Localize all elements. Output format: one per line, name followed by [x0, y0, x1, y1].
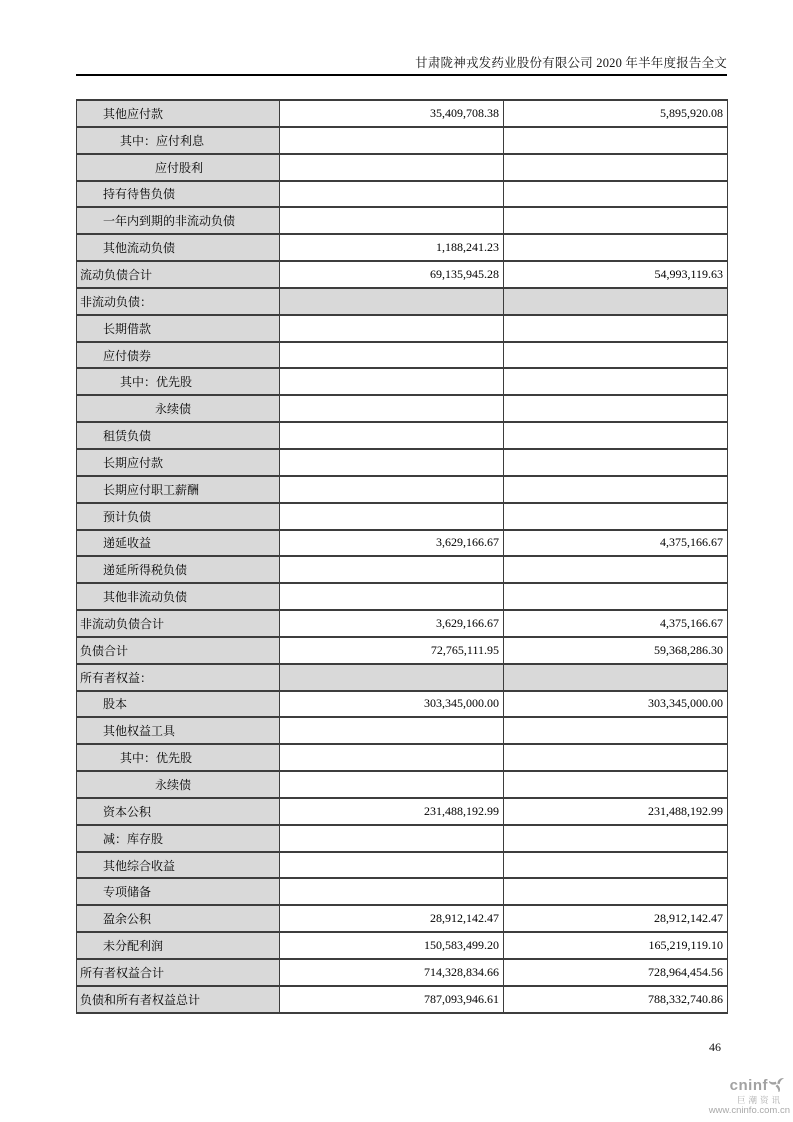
value-prior-period	[504, 878, 728, 905]
row-label: 应付债券	[77, 342, 280, 369]
value-current-period: 35,409,708.38	[280, 100, 504, 127]
value-prior-period: 303,345,000.00	[504, 691, 728, 718]
report-header-title	[76, 53, 727, 71]
value-prior-period	[504, 852, 728, 879]
row-label: 盈余公积	[77, 905, 280, 932]
row-label: 所有者权益合计	[77, 959, 280, 986]
row-label: 所有者权益：	[77, 664, 280, 691]
value-prior-period: 28,912,142.47	[504, 905, 728, 932]
value-current-period	[280, 717, 504, 744]
value-prior-period	[504, 664, 728, 691]
row-label: 应付股利	[77, 154, 280, 181]
row-label: 长期借款	[77, 315, 280, 342]
value-prior-period	[504, 181, 728, 208]
row-label: 长期应付职工薪酬	[77, 476, 280, 503]
value-current-period	[280, 315, 504, 342]
table-row	[77, 395, 728, 422]
table-row	[77, 771, 728, 798]
row-label: 其他流动负债	[77, 234, 280, 261]
table-row	[77, 476, 728, 503]
value-prior-period	[504, 825, 728, 852]
value-prior-period	[504, 342, 728, 369]
value-prior-period	[504, 288, 728, 315]
value-prior-period: 4,375,166.67	[504, 610, 728, 637]
value-prior-period: 59,368,286.30	[504, 637, 728, 664]
cninfo-brand-text: cninf	[729, 1077, 768, 1095]
value-current-period	[280, 154, 504, 181]
value-prior-period	[504, 234, 728, 261]
table-row	[77, 905, 728, 932]
value-prior-period	[504, 771, 728, 798]
value-current-period: 787,093,946.61	[280, 986, 504, 1013]
row-label: 永续债	[77, 395, 280, 422]
row-label: 递延所得税负债	[77, 556, 280, 583]
value-current-period	[280, 583, 504, 610]
row-label: 持有待售负债	[77, 181, 280, 208]
value-current-period	[280, 207, 504, 234]
table-row	[77, 798, 728, 825]
row-label: 专项储备	[77, 878, 280, 905]
table-row	[77, 100, 728, 127]
cninfo-logo	[680, 1076, 790, 1116]
value-prior-period	[504, 717, 728, 744]
value-prior-period	[504, 395, 728, 422]
table-row	[77, 878, 728, 905]
value-prior-period: 788,332,740.86	[504, 986, 728, 1013]
table-row	[77, 342, 728, 369]
table-row	[77, 717, 728, 744]
value-current-period	[280, 771, 504, 798]
cninfo-url: www.cninfo.com.cn	[708, 1104, 790, 1116]
row-label: 负债合计	[77, 637, 280, 664]
row-label: 非流动负债：	[77, 288, 280, 315]
value-prior-period	[504, 422, 728, 449]
table-row	[77, 315, 728, 342]
table-row	[77, 556, 728, 583]
value-current-period	[280, 181, 504, 208]
value-prior-period	[504, 127, 728, 154]
table-row	[77, 825, 728, 852]
row-label: 其中：优先股	[77, 744, 280, 771]
table-row	[77, 503, 728, 530]
value-prior-period	[504, 154, 728, 181]
table-row	[77, 368, 728, 395]
value-current-period	[280, 744, 504, 771]
row-label: 预计负债	[77, 503, 280, 530]
table-row	[77, 261, 728, 288]
row-label: 其他应付款	[77, 100, 280, 127]
row-label: 永续债	[77, 771, 280, 798]
row-label: 租赁负债	[77, 422, 280, 449]
value-prior-period: 165,219,119.10	[504, 932, 728, 959]
page-number: 46	[709, 1040, 721, 1054]
value-current-period: 69,135,945.28	[280, 261, 504, 288]
table-row	[77, 744, 728, 771]
value-current-period: 231,488,192.99	[280, 798, 504, 825]
row-label: 其中：优先股	[77, 368, 280, 395]
value-current-period	[280, 852, 504, 879]
table-row	[77, 637, 728, 664]
row-label: 递延收益	[77, 530, 280, 557]
table-row	[77, 181, 728, 208]
row-label: 其他综合收益	[77, 852, 280, 879]
value-current-period	[280, 422, 504, 449]
table-row	[77, 530, 728, 557]
table-row	[77, 288, 728, 315]
table-row	[77, 932, 728, 959]
cninfo-chinese-name: 巨潮资讯	[736, 1094, 783, 1105]
value-current-period: 3,629,166.67	[280, 530, 504, 557]
row-label: 股本	[77, 691, 280, 718]
table-row	[77, 959, 728, 986]
table-row	[77, 664, 728, 691]
value-current-period	[280, 556, 504, 583]
value-current-period: 303,345,000.00	[280, 691, 504, 718]
value-prior-period	[504, 556, 728, 583]
value-current-period	[280, 127, 504, 154]
value-current-period	[280, 342, 504, 369]
value-prior-period	[504, 449, 728, 476]
row-label: 减：库存股	[77, 825, 280, 852]
value-prior-period	[504, 583, 728, 610]
value-current-period: 1,188,241.23	[280, 234, 504, 261]
value-current-period	[280, 395, 504, 422]
row-label: 一年内到期的非流动负债	[77, 207, 280, 234]
header-rule	[76, 74, 727, 76]
value-prior-period	[504, 503, 728, 530]
value-current-period	[280, 368, 504, 395]
value-prior-period	[504, 476, 728, 503]
table-row	[77, 127, 728, 154]
header-title-text: 甘肃陇神戎发药业股份有限公司 2020 年半年度报告全文	[415, 56, 727, 70]
value-current-period: 714,328,834.66	[280, 959, 504, 986]
value-current-period: 28,912,142.47	[280, 905, 504, 932]
value-current-period: 150,583,499.20	[280, 932, 504, 959]
value-current-period	[280, 449, 504, 476]
value-current-period	[280, 825, 504, 852]
table-row	[77, 154, 728, 181]
row-label: 其中：应付利息	[77, 127, 280, 154]
value-prior-period: 4,375,166.67	[504, 530, 728, 557]
value-current-period	[280, 878, 504, 905]
value-current-period	[280, 476, 504, 503]
row-label: 资本公积	[77, 798, 280, 825]
table-row	[77, 691, 728, 718]
table-row	[77, 234, 728, 261]
row-label: 流动负债合计	[77, 261, 280, 288]
row-label: 非流动负债合计	[77, 610, 280, 637]
value-current-period: 72,765,111.95	[280, 637, 504, 664]
value-prior-period: 728,964,454.56	[504, 959, 728, 986]
balance-sheet-table	[76, 99, 728, 1014]
cninfo-brand-row	[680, 1076, 790, 1097]
value-current-period: 3,629,166.67	[280, 610, 504, 637]
table-row	[77, 852, 728, 879]
table-row	[77, 449, 728, 476]
value-prior-period	[504, 744, 728, 771]
value-current-period	[280, 664, 504, 691]
table-row	[77, 422, 728, 449]
table-row	[77, 610, 728, 637]
row-label: 其他权益工具	[77, 717, 280, 744]
value-prior-period: 5,895,920.08	[504, 100, 728, 127]
value-prior-period: 231,488,192.99	[504, 798, 728, 825]
value-prior-period: 54,993,119.63	[504, 261, 728, 288]
balance-sheet-body	[77, 100, 728, 1013]
value-current-period	[280, 288, 504, 315]
table-row	[77, 986, 728, 1013]
row-label: 未分配利润	[77, 932, 280, 959]
table-row	[77, 583, 728, 610]
value-current-period	[280, 503, 504, 530]
cninfo-swirl-icon	[769, 1076, 785, 1097]
row-label: 长期应付款	[77, 449, 280, 476]
value-prior-period	[504, 207, 728, 234]
row-label: 其他非流动负债	[77, 583, 280, 610]
value-prior-period	[504, 315, 728, 342]
table-row	[77, 207, 728, 234]
value-prior-period	[504, 368, 728, 395]
row-label: 负债和所有者权益总计	[77, 986, 280, 1013]
